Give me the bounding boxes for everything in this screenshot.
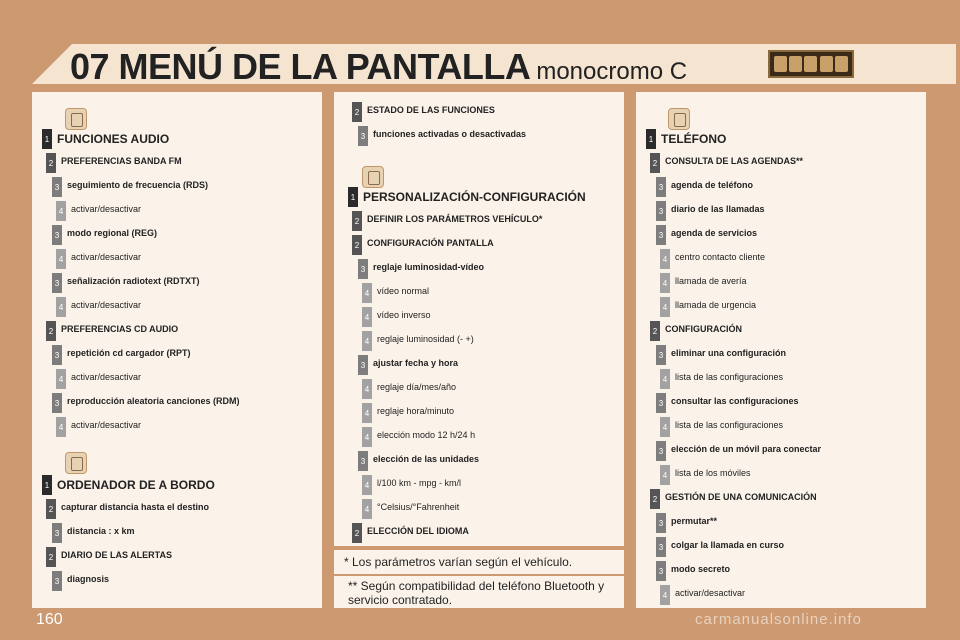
level-badge: 2 <box>650 321 660 341</box>
level-badge: 4 <box>660 369 670 389</box>
watermark: carmanualsonline.info <box>695 611 862 628</box>
menu-item-label: ESTADO DE LAS FUNCIONES <box>367 105 495 115</box>
page-title <box>70 46 687 88</box>
menu-item-label: ELECCIÓN DEL IDIOMA <box>367 526 469 536</box>
menu-item-label: reglaje hora/minuto <box>377 406 455 416</box>
menu-item-label: activar/desactivar <box>71 372 142 382</box>
level-badge: 1 <box>42 129 52 149</box>
level-badge: 3 <box>358 259 368 279</box>
level-badge: 4 <box>660 297 670 317</box>
menu-item-label: vídeo inverso <box>377 310 431 320</box>
mode-icon-3 <box>804 56 817 72</box>
trip-computer-icon <box>65 452 87 474</box>
level-badge: 3 <box>656 393 666 413</box>
level-badge: 3 <box>358 355 368 375</box>
level-badge: 3 <box>656 201 666 221</box>
level-badge: 2 <box>650 489 660 509</box>
level-badge: 4 <box>660 249 670 269</box>
menu-item-label: diario de las llamadas <box>671 204 765 214</box>
page-title-text: 07 MENÚ DE LA PANTALLA <box>70 46 531 87</box>
level-badge: 3 <box>656 441 666 461</box>
menu-item-label: CONSULTA DE LAS AGENDAS** <box>665 156 804 166</box>
menu-item-label: reglaje luminosidad-vídeo <box>373 262 485 272</box>
level-badge: 3 <box>358 451 368 471</box>
level-badge: 1 <box>646 129 656 149</box>
level-badge: 4 <box>362 307 372 327</box>
level-badge: 3 <box>52 571 62 591</box>
level-badge: 2 <box>352 102 362 122</box>
page-subtitle: monocromo C <box>536 58 688 85</box>
menu-item-label: lista de las configuraciones <box>675 420 784 430</box>
menu-item-label: CONFIGURACIÓN <box>665 324 742 334</box>
menu-item-label: modo secreto <box>671 564 731 574</box>
level-badge: 1 <box>42 475 52 495</box>
level-badge: 4 <box>362 331 372 351</box>
level-badge: 3 <box>52 523 62 543</box>
menu-item-label: PERSONALIZACIÓN-CONFIGURACIÓN <box>363 190 586 204</box>
level-badge: 3 <box>52 177 62 197</box>
menu-item-label: °Celsius/°Fahrenheit <box>377 502 460 512</box>
level-badge: 3 <box>656 561 666 581</box>
menu-item-label: funciones activadas o desactivadas <box>373 129 527 139</box>
menu-item-label: llamada de urgencia <box>675 300 757 310</box>
display-modes-icon <box>768 50 854 78</box>
level-badge: 2 <box>46 547 56 567</box>
level-badge: 2 <box>46 321 56 341</box>
menu-item-label: activar/desactivar <box>675 588 746 598</box>
level-badge: 3 <box>656 225 666 245</box>
menu-item-label: reproducción aleatoria canciones (RDM) <box>67 396 240 406</box>
level-badge: 4 <box>362 283 372 303</box>
menu-item-label: elección modo 12 h/24 h <box>377 430 476 440</box>
level-badge: 2 <box>352 235 362 255</box>
level-badge: 3 <box>52 393 62 413</box>
level-badge: 4 <box>362 427 372 447</box>
level-badge: 4 <box>56 369 66 389</box>
menu-item-label: DEFINIR LOS PARÁMETROS VEHÍCULO* <box>367 214 543 224</box>
menu-item-label: PREFERENCIAS BANDA FM <box>61 156 182 166</box>
page-number: 160 <box>36 611 63 628</box>
menu-item-label: centro contacto cliente <box>675 252 766 262</box>
level-badge: 1 <box>348 187 358 207</box>
menu-item-label: repetición cd cargador (RPT) <box>67 348 191 358</box>
menu-item-label: DIARIO DE LAS ALERTAS <box>61 550 173 560</box>
level-badge: 4 <box>660 417 670 437</box>
menu-item-label: ajustar fecha y hora <box>373 358 459 368</box>
menu-item-label: CONFIGURACIÓN PANTALLA <box>367 238 494 248</box>
level-badge: 2 <box>46 153 56 173</box>
menu-item-label: ORDENADOR DE A BORDO <box>57 478 215 492</box>
mode-icon-2 <box>789 56 802 72</box>
level-badge: 3 <box>52 225 62 245</box>
menu-item-label: GESTIÓN DE UNA COMUNICACIÓN <box>665 492 817 502</box>
menu-item-label: lista de los móviles <box>675 468 751 478</box>
level-badge: 4 <box>660 585 670 605</box>
menu-item-label: permutar** <box>671 516 718 526</box>
menu-item-label: activar/desactivar <box>71 204 142 214</box>
level-badge: 4 <box>56 417 66 437</box>
menu-item-label: reglaje día/mes/año <box>377 382 457 392</box>
level-badge: 4 <box>362 475 372 495</box>
menu-item-label: consultar las configuraciones <box>671 396 799 406</box>
level-badge: 4 <box>56 201 66 221</box>
menu-item-label: activar/desactivar <box>71 300 142 310</box>
menu-item-label: reglaje luminosidad (- +) <box>377 334 474 344</box>
menu-item-label: l/100 km - mpg - km/l <box>377 478 462 488</box>
level-badge: 4 <box>362 499 372 519</box>
note-bluetooth-text: ** Según compatibilidad del teléfono Bluetooth y servicio contratado. <box>348 579 605 607</box>
note-vehicle <box>334 550 624 574</box>
menu-item-label: agenda de servicios <box>671 228 758 238</box>
menu-item-label: lista de las configuraciones <box>675 372 784 382</box>
menu-item-label: agenda de teléfono <box>671 180 754 190</box>
level-badge: 3 <box>52 345 62 365</box>
menu-item-label: vídeo normal <box>377 286 430 296</box>
menu-item-label: seguimiento de frecuencia (RDS) <box>67 180 209 190</box>
menu-item-label: distancia : x km <box>67 526 135 536</box>
menu-item-label: PREFERENCIAS CD AUDIO <box>61 324 179 334</box>
level-badge: 4 <box>362 403 372 423</box>
level-badge: 4 <box>56 249 66 269</box>
level-badge: 3 <box>656 177 666 197</box>
menu-item-label: FUNCIONES AUDIO <box>57 132 170 146</box>
audio-icon <box>65 108 87 130</box>
menu-item-label: capturar distancia hasta el destino <box>61 502 210 512</box>
phone-icon <box>668 108 690 130</box>
menu-item-label: modo regional (REG) <box>67 228 157 238</box>
note-vehicle-text: * Los parámetros varían según el vehículo. <box>344 555 573 569</box>
level-badge: 3 <box>358 126 368 146</box>
menu-item-label: diagnosis <box>67 574 110 584</box>
level-badge: 4 <box>660 465 670 485</box>
menu-item-label: llamada de avería <box>675 276 747 286</box>
level-badge: 2 <box>352 523 362 543</box>
mode-icon-1 <box>774 56 787 72</box>
menu-item-label: activar/desactivar <box>71 252 142 262</box>
level-badge: 3 <box>656 345 666 365</box>
menu-item-label: elección de las unidades <box>373 454 480 464</box>
level-badge: 4 <box>660 273 670 293</box>
menu-item-label: TELÉFONO <box>661 132 727 146</box>
level-badge: 4 <box>362 379 372 399</box>
level-badge: 3 <box>52 273 62 293</box>
mode-icon-5 <box>835 56 848 72</box>
note-bluetooth <box>334 576 624 608</box>
menu-item-label: activar/desactivar <box>71 420 142 430</box>
menu-item-label: colgar la llamada en curso <box>671 540 785 550</box>
menu-item-label: eliminar una configuración <box>671 348 787 358</box>
level-badge: 3 <box>656 537 666 557</box>
level-badge: 4 <box>56 297 66 317</box>
menu-item-label: elección de un móvil para conectar <box>671 444 822 454</box>
level-badge: 2 <box>46 499 56 519</box>
level-badge: 2 <box>352 211 362 231</box>
level-badge: 3 <box>656 513 666 533</box>
menu-item-label: señalización radiotext (RDTXT) <box>67 276 200 286</box>
settings-icon <box>362 166 384 188</box>
mode-icon-4 <box>820 56 833 72</box>
level-badge: 2 <box>650 153 660 173</box>
